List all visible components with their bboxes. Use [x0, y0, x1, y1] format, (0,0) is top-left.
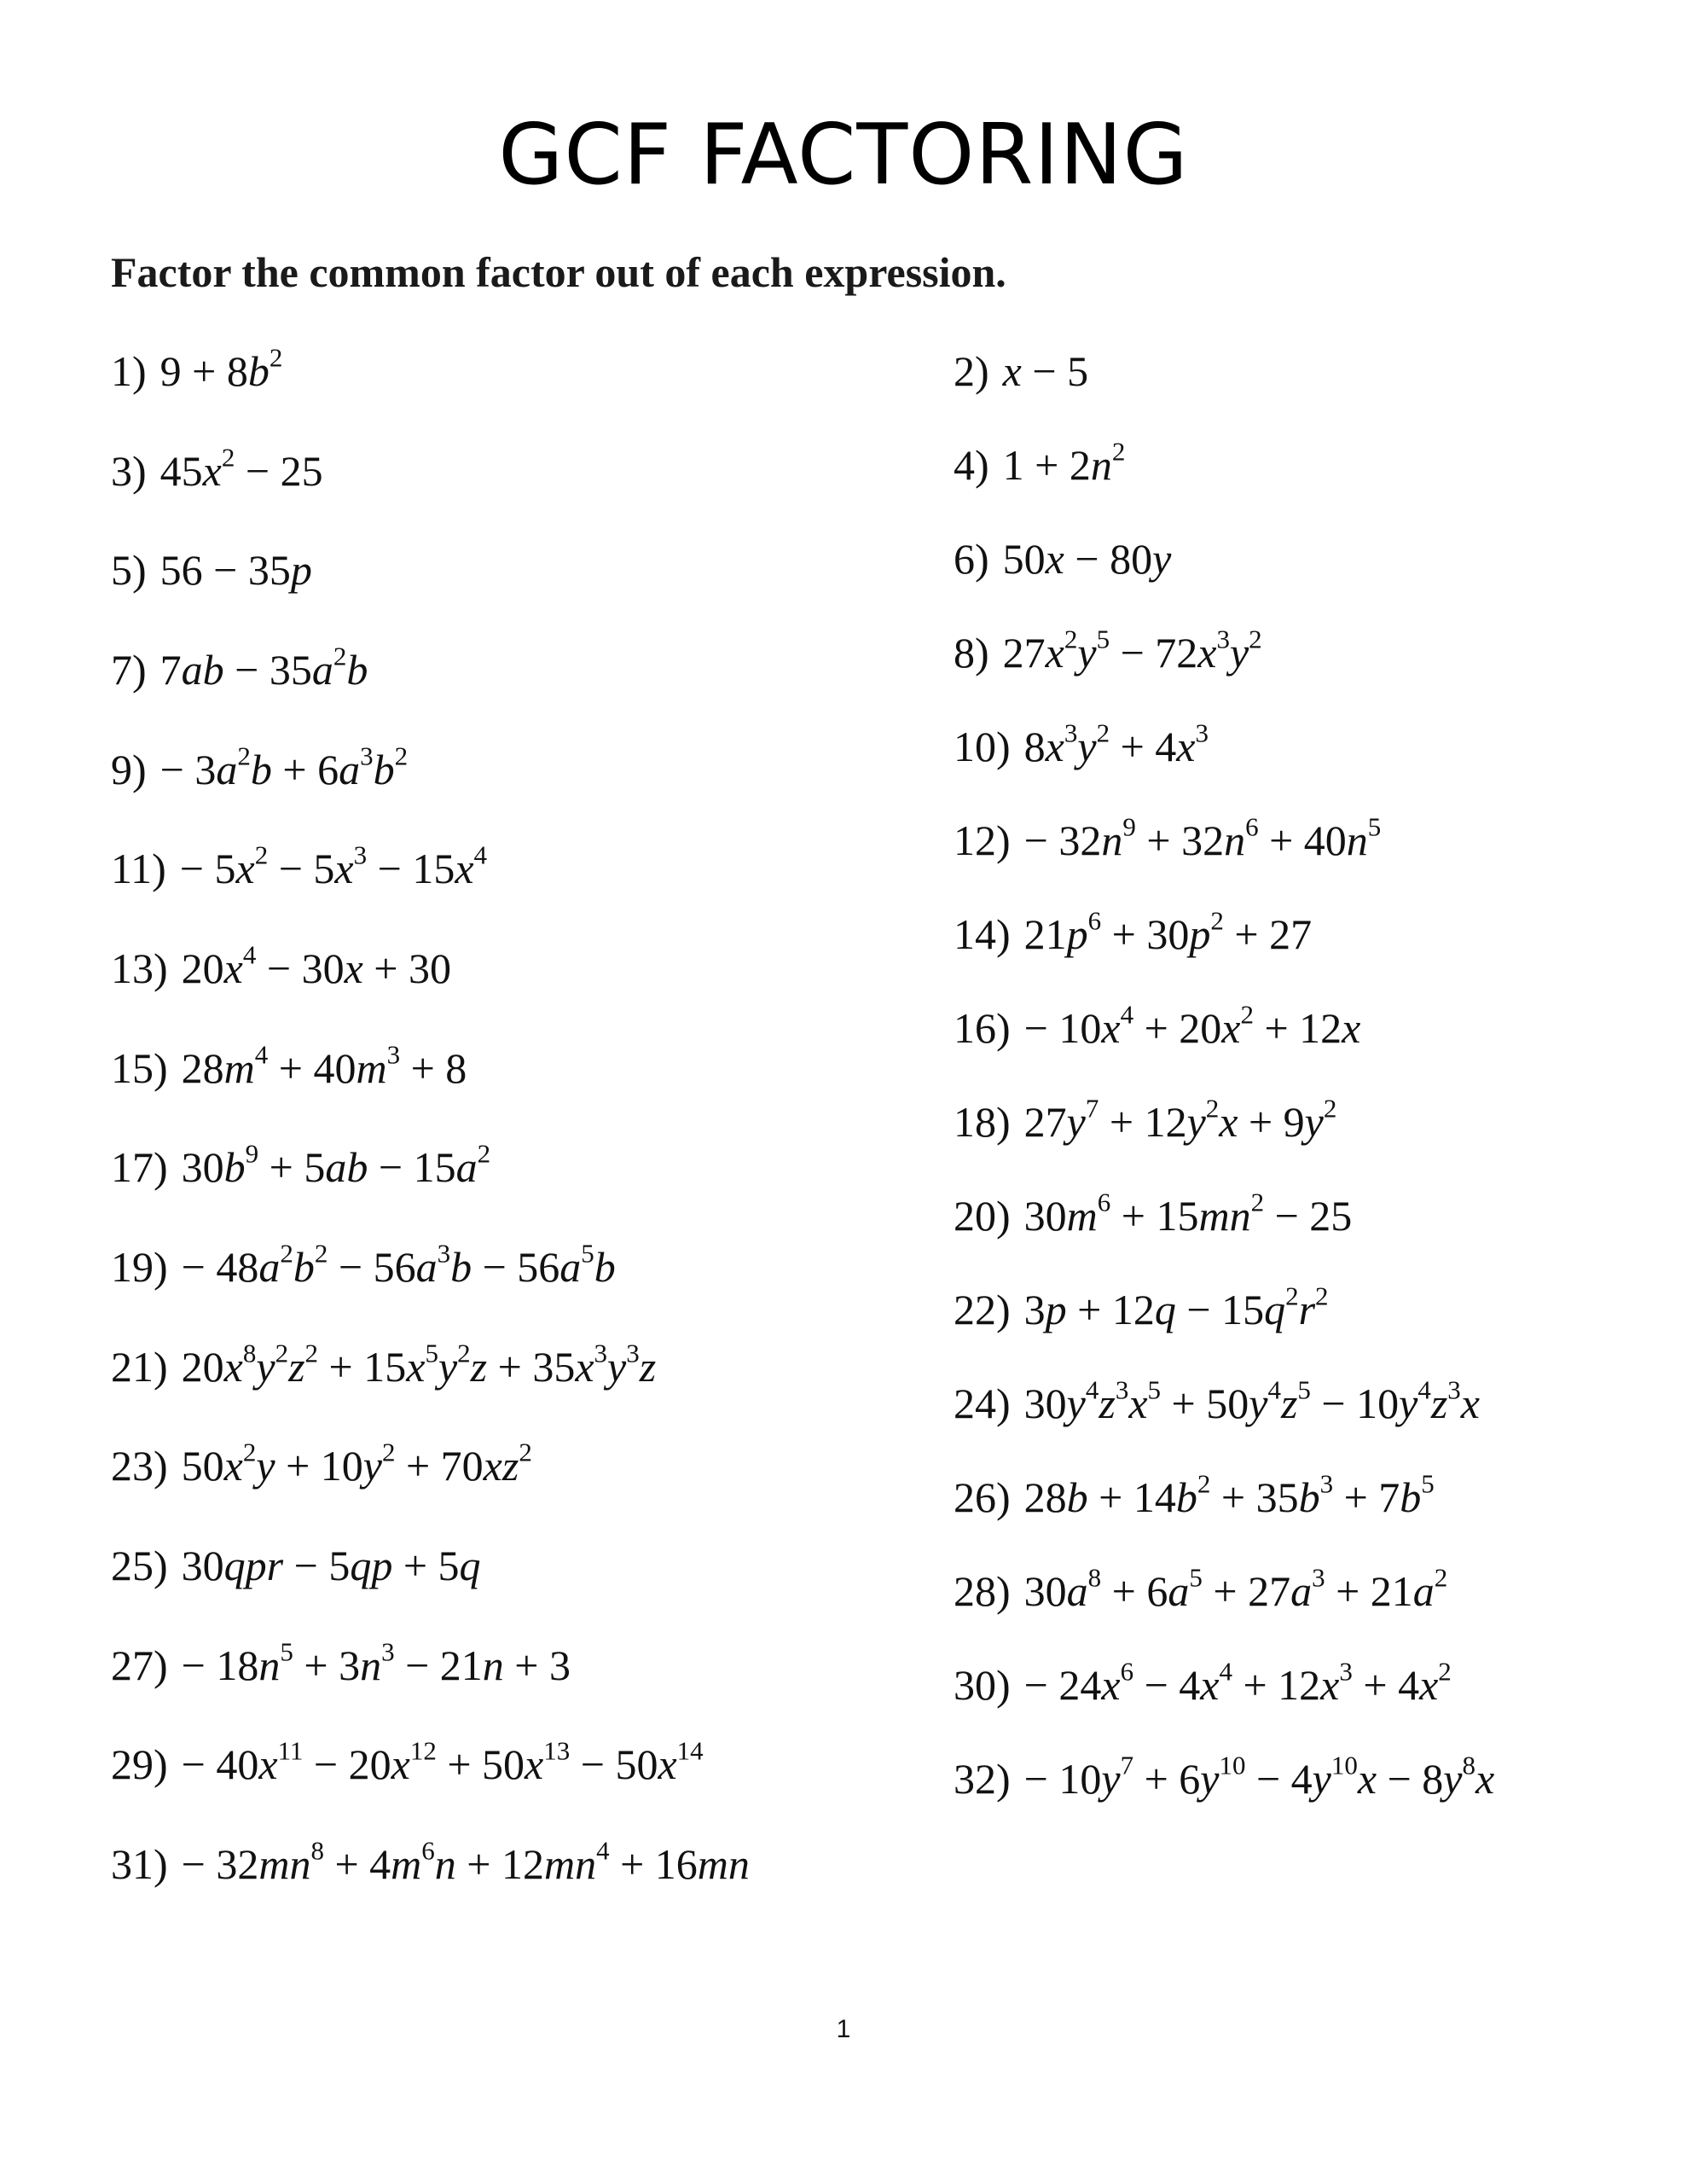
problem-expression: $20x^4 - 30x + 30$ [181, 939, 451, 992]
problem-item [111, 1735, 704, 1788]
problem-number: 25) [111, 1542, 168, 1589]
problem-item [111, 1039, 467, 1092]
problem-number: 8) [954, 629, 989, 677]
problem-number: 10) [954, 723, 1011, 770]
problem-item [954, 1374, 1480, 1427]
problem-expression: 30qpr − 5qp + 5q [181, 1542, 481, 1589]
problem-expression: − $48a^2b^2 - 56a^3b - 56a^5b$ [181, 1238, 616, 1291]
problem-item [954, 1093, 1337, 1146]
problem-number: 1) [111, 347, 147, 395]
problem-expression: $30m^6 + 15mn^2 - 25$ [1023, 1187, 1353, 1240]
problem-number: 15) [111, 1044, 168, 1092]
problem-item [111, 1437, 532, 1490]
problem-item [111, 442, 323, 495]
problem-expression: $28b + 14b^2 + 35b^3 + 7b^5$ [1023, 1468, 1435, 1521]
problem-item [111, 1338, 657, 1391]
problem-number: 3) [111, 447, 147, 495]
problem-item [954, 1562, 1448, 1615]
problem-item [111, 342, 283, 395]
problem-expression: − $40x^{11} - 20x^{12} + 50x^{13} - 50x^{14}$ [181, 1735, 704, 1788]
problem-expression: $20x^8y^2z^2 + 15x^5y^2z + 35x^3y^3z$ [181, 1338, 657, 1391]
problem-item [111, 839, 488, 892]
problem-item [111, 641, 368, 694]
problem-number: 7) [111, 646, 147, 694]
problem-item [954, 811, 1382, 864]
problem-expression: $9 + 8b^2$ [159, 342, 283, 395]
problem-item [954, 905, 1313, 958]
problem-expression: $30a^8 + 6a^5 + 27a^3 + 21a^2$ [1023, 1562, 1448, 1615]
problem-item [954, 347, 1089, 395]
problem-expression: − $24x^6 - 4x^4 + 12x^3 + 4x^2$ [1023, 1656, 1452, 1709]
problem-expression: $3p + 12q - 15q^2r^2$ [1023, 1281, 1329, 1333]
problem-item [954, 717, 1209, 770]
problem-expression: − $32mn^8 + 4m^6n + 12mn^4 + 16mn$ [181, 1835, 750, 1888]
problem-item [111, 1835, 750, 1888]
problem-expression: $27y^7 + 12y^2x + 9y^2$ [1023, 1093, 1337, 1146]
problem-expression: $8x^3y^2 + 4x^3$ [1023, 717, 1209, 770]
problem-expression: $7ab - 35a^2b$ [159, 641, 368, 694]
problem-item [111, 1138, 491, 1191]
problem-item [111, 741, 409, 793]
problem-expression: 56 − 35p [159, 546, 312, 594]
page-number: 1 [836, 2015, 851, 2043]
problem-number: 5) [111, 546, 147, 594]
problem-expression: $30y^4z^3x^5 + 50y^4z^5 - 10y^4z^3x$ [1023, 1374, 1480, 1427]
problem-number: 13) [111, 944, 168, 992]
problem-item [954, 624, 1262, 677]
problem-item [111, 1238, 616, 1291]
problem-number: 19) [111, 1243, 168, 1291]
problem-item [954, 999, 1361, 1052]
problem-expression: − $32n^9 + 32n^6 + 40n^5$ [1023, 811, 1382, 864]
problem-item [954, 1468, 1435, 1521]
problem-number: 29) [111, 1740, 168, 1788]
problem-item [111, 1636, 571, 1689]
problem-item [954, 1187, 1353, 1240]
problem-expression: $45x^2 - 25$ [159, 442, 323, 495]
problem-number: 16) [954, 1004, 1011, 1052]
problem-expression: 50x − 80y [1002, 535, 1172, 583]
problem-expression: $21p^6 + 30p^2 + 27$ [1023, 905, 1313, 958]
problem-item [111, 939, 451, 992]
problem-number: 26) [954, 1473, 1011, 1521]
problem-number: 4) [954, 441, 989, 489]
problem-expression: $50x^2y + 10y^2 + 70xz^2$ [181, 1437, 532, 1490]
problem-number: 30) [954, 1661, 1011, 1709]
problem-number: 6) [954, 535, 989, 583]
problem-number: 21) [111, 1343, 168, 1391]
problem-number: 22) [954, 1286, 1011, 1333]
problem-number: 14) [954, 910, 1011, 958]
problem-number: 23) [111, 1442, 168, 1490]
problem-expression: $28m^4 + 40m^3 + 8$ [181, 1039, 467, 1092]
problem-item [954, 1281, 1329, 1333]
problem-item [111, 546, 312, 594]
problem-expression: $27x^2y^5 - 72x^3y^2$ [1002, 624, 1262, 677]
problem-expression: − $18n^5 + 3n^3 - 21n + 3$ [181, 1636, 571, 1689]
problem-expression: − $5x^2 - 5x^3 - 15x^4$ [179, 839, 488, 892]
problem-number: 32) [954, 1755, 1011, 1803]
problem-item [954, 436, 1126, 489]
page-title: GCF FACTORING [498, 107, 1189, 204]
problem-number: 28) [954, 1567, 1011, 1615]
problem-number: 9) [111, 746, 147, 793]
problem-expression: $30b^9 + 5ab - 15a^2$ [181, 1138, 491, 1191]
problem-expression: − $10x^4 + 20x^2 + 12x$ [1023, 999, 1361, 1052]
problem-number: 17) [111, 1143, 168, 1191]
problem-expression: $1 + 2n^2$ [1002, 436, 1126, 489]
problem-number: 11) [111, 845, 166, 892]
problem-expression: − $3a^2b + 6a^3b^2$ [159, 741, 409, 793]
problem-number: 18) [954, 1098, 1011, 1146]
problem-item [954, 1750, 1495, 1803]
problem-number: 12) [954, 816, 1011, 864]
problem-number: 31) [111, 1840, 168, 1888]
problem-item [954, 1656, 1452, 1709]
problem-number: 20) [954, 1192, 1011, 1240]
problem-item [954, 535, 1172, 583]
problem-number: 27) [111, 1641, 168, 1689]
problem-item [111, 1544, 481, 1587]
instructions: Factor the common factor out of each expression. [111, 248, 1006, 296]
problem-number: 24) [954, 1380, 1011, 1427]
problem-expression: x − 5 [1002, 347, 1089, 395]
problem-number: 2) [954, 347, 989, 395]
problem-expression: − $10y^7 + 6y^{10} - 4y^{10}x - 8y^8x$ [1023, 1750, 1495, 1803]
